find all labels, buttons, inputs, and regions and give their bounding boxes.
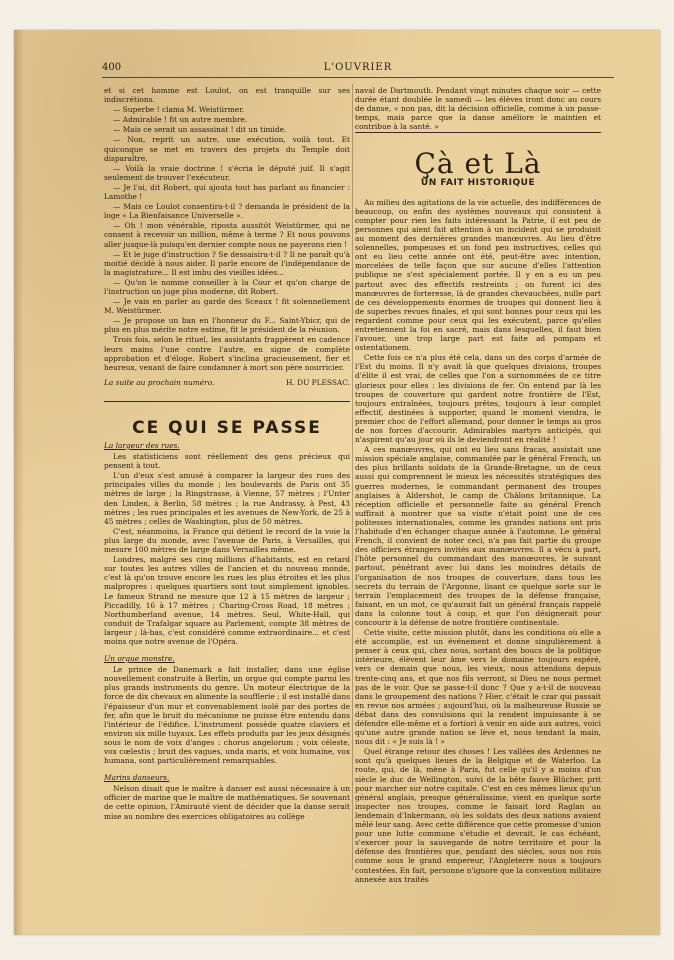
serial-paragraph: — Et le juge d'instruction ? Se dessaisira-t-il ? Il ne paraît qu'à moitié décidé à nous aider. Il parle encore de l'indépendance de la magistrature... Il est imbu des vieilles idées... [104, 249, 350, 277]
article-paragraph: Au milieu des agitations de la vie actuelle, des indifférences de beaucoup, ou enfin des systèmes nouveaux qui consistent à compter pour rien les faits intéressant la Patrie, il est peu de personnes qui aient fait attention à un incident qui se produisit au moment des dernières grandes manœuvres. Au lieu d'être solennelles, pompeuses et un fond peu instructives, celles qui ont eu lieu cette année ont été, peut-être avec intention, morcelées de telle façon que sur aucune d'elles l'attention publique ne s'est spécialement portée. Il y en a eu un peu partout avec des effectifs restreints ; on furent ici des manœuvres de forteresse, là de grandes chevauchées, nulle part de ces développements énormes de troupes qui donnent lieu à de superbes revues finales, et qui sont bonnes pour ceux qui les regardent comme pour ceux qui les exécutent, parce qu'elles entretiennent la foi en sacré, mais dans lesquelles, il faut bien l'avouer, une trop large part est faite ad pompam et ostentationem. [355, 197, 601, 353]
section-rule [104, 401, 350, 402]
journal-title: L'OUVRIER [323, 62, 393, 73]
article-paragraph: C'est, néanmoins, la France qui détient le record de la voie la plus large du monde, avec l'avenue de Paris, à Versailles, qui mesure 100 mètres de large dans Versailles même. [104, 526, 350, 555]
article-title: UN FAIT HISTORIQUE [420, 177, 536, 188]
article-paragraph: Cette visite, cette mission plutôt, dans les conditions où elle a été accomplie, est un événement et donne singulièrement à penser à ceux qui, chez nous, sortant des boucs de la politique intérieure, élèvent leur âme vers le domaine toujours espéré, vers ce demain que nous, les vieux, nous attendons depuis trente-cinq ans, et que nos fils verront, si Dieu ne nous permet pas de le voir. Que se passe-t-il donc ? Que y a-t-il de nouveau dans le groupement des nations ? Hier, c'était le czar qui passait en revue nos armées ; aujourd'hui, où la malheureuse Russie se débat dans des convulsions qui la rendent impuissante à se défendre elle-même et a fortiori à venir en aide aux autres, voici qu'une autre grande nation se lève et, nous tendant la main, nous dit : « Je suis là ! » [355, 628, 601, 747]
paper-edge-shadow [14, 30, 24, 935]
serial-footer [104, 378, 350, 387]
serial-paragraph: — Admirable ! fit un autre membre. [113, 115, 248, 125]
article-paragraph: Londres, malgré ses cinq millions d'habitants, est en retard sur toutes les autres villes de l'ancien et du nouveau monde, c'est là qu'on trouve encore les rues les plus étroites et les plus malpropres : quelques quartiers sont tout simplement ignobles. Le fameux Strand ne mesure que 12 à 15 mètres de largeur ; Piccadilly, 16 à 17 mètres ; Charing-Cross Road, 18 mètres ; Northumberland avenue, 14 mètres. Seul, White-Hall, qui conduit de Trafalgar square au Parlement, compte 38 mètres de largeur ; là-bas, c'est considéré comme extraordinaire... et c'est moins que notre avenue de l'Opéra. [104, 555, 350, 646]
article-paragraph: Nelson disait que le maître à danser est aussi nécessaire à un officier de marine que le maître de mathématiques. Se souvenant de cette opinion, l'Amirauté vient de décider que la danse serait mise au nombre des exercices obligatoires au collège [104, 784, 350, 821]
serial-paragraph: — Mais ce Loulot consentira-t-il ? demanda le président de la loge « La Bienfaisance Universelle ». [104, 202, 350, 221]
author-signature: H. DU PLESSAC. [286, 377, 350, 387]
header-rule [102, 77, 614, 78]
article-heading: La largeur des rues. [104, 441, 180, 450]
continued-paragraph: naval de Dartmouth. Pendant vingt minutes chaque soir — cette durée étant doublée le samedi — les élèves iront donc au cours de danse, « non pas, dit la décision officielle, comme à un passe-temps, mais parce que la danse améliore le maintien et contribue à la santé. » [355, 86, 601, 132]
serial-paragraph: et si cet homme est Loulot, on est tranquille sur ses indiscrétions. [104, 86, 350, 105]
article-paragraph: Les statisticiens sont réellement des gens précieux qui pensent à tout. [104, 452, 350, 471]
serial-paragraph: — Oh ! mon vénérable, riposta aussitôt Weistürmer, qui ne consent à recevoir un million, même à terme ? Et nous pouvons aller jusque-là puisqu'en dernier compte nous ne payerons rien ! [104, 221, 350, 249]
serial-paragraph: — Mais ce serait un assassinat ! dit un timide. [113, 125, 287, 135]
right-column [355, 86, 601, 885]
serial-paragraph: Trois fois, selon le rituel, les assistants frappèrent en cadence leurs mains l'une contre l'autre, en signe de complète approbation et d'éloge. Robert s'inclina gracieusement, fier et heureux, venant de faire condamner à mort son père nourricier. [104, 335, 350, 372]
page-header [102, 62, 614, 78]
column-divider [352, 84, 353, 870]
article-heading: Un orgue monstre. [104, 654, 175, 664]
article-paragraph: Le prince de Danemark a fait installer, dans une église nouvellement construite à Berlin, un orgue qui compte parmi les plus grands instruments du genre. Un moteur électrique de la force de dix chevaux en alimente la soufflerie ; il est installé dans l'épaisseur d'un mur et convenablement isolé par des portes de fer, afin que le bruit du mécanisme ne puisse être entendu dans l'intérieur de l'édifice. L'instrument possède quatre claviers et environ six mille tuyaux. Les effets produits par les jeux désignés sous le nom de voix d'anges : chorus angelorum ; voix céleste, vox cœlestis ; bruit des vagues, unda maris, et voix humaine, vox humana, sont particulièrement remarquables. [104, 665, 350, 766]
left-column [104, 86, 350, 822]
serial-paragraph: — Je vais en parler au garde des Sceaux ! fit solennellement M. Weistürmer. [104, 297, 350, 316]
section-title-block [355, 132, 601, 181]
article-heading: Marins danseurs. [104, 773, 170, 783]
page-number: 400 [102, 62, 122, 73]
serial-paragraph: — Non, reprit un autre, une exécution, voilà tout. Et quiconque se met en travers des projets du Temple doit disparaître. [104, 135, 350, 163]
serial-paragraph: — Qu'on le nomme conseiller à la Cour et qu'on charge de l'instruction un juge plus moderne, dit Robert. [104, 277, 350, 296]
article-paragraph: A ces manœuvres, qui ont eu lieu sans fracas, assistait une mission spéciale anglaise, commandée par le général French, un des plus brillants soldats de la Grande-Bretagne, un de ceux aussi qui comprennent le mieux les nécessités stratégiques des guerres modernes, le commandant permanent des troupes anglaises à Aldershot, le camp de Châlons britannique. La réception officielle et personnelle faite au général French suffirait à montrer que sa visite n'était point une de ces politesses internationales, comme les grandes nations ont pris l'habitude d'en échanger chaque année à l'automne. Le général French, il convient de noter ceci, n'a pas fait partie du groupe des officiers étrangers invités aux manœuvres. Il a vécu à part, l'hôte personnel du commandant des manœuvres, le suivant partout, pénétrant avec lui dans les moindres détails de l'organisation de nos troupes de couverture, dans tous les secrets du terrain de l'Argonne, lisant ce quelque sorte sur le terrain l'emplacement des troupes de la défense française, faisant, en un mot, ce qu'aurait fait un général français rappelé dans la colonne tout à coup, et que l'on désignerait pour concourir à la défense de notre frontière continentale. [355, 445, 601, 627]
serial-paragraph: — Je propose un ban en l'honneur du F... Saint-Ybicr, qui de plus en plus mérite notre estime, fit le président de la réunion. [104, 316, 350, 335]
serial-paragraph: — Je l'ai, dit Robert, qui ajouta tout bas parlant au financier : Lamothe ! [104, 182, 350, 202]
article-paragraph: Quel étrange retour des choses ! Les vallées des Ardennes ne sont qu'à quelques lieues de la Belgique et de Waterloo. La route, qui, de là, mène à Paris, fut celle qu'il y a moins d'un siècle le duc de Wellington, suivi de la bête fauve Blücher, prit pour marcher sur notre capitale. C'est en ces mêmes lieux qu'un général anglais, presque généralissime, vient en quelque sorte inspecter nos troupes, comme le faisait lord Raglan au lendemain d'Inkermann, où les soldats des deux nations avaient mêlé leur sang. Avec cette différence que cette promesse d'union pour une lutte commune s'étudie et devrait, le cas échéant, s'exercer pour la sauvegarde de notre territoire et pour la défense des frontières que, pendant des siècles, sous nos rois comme sous le grand empereur, l'Angleterre nous a toujours contestées. En fait, personne n'ignore que la convention militaire annexée aux traités [355, 747, 601, 884]
section-title: Çà et Là [414, 147, 542, 181]
article-paragraph: Cette fois ce n'a plus été cela, dans un des corps d'armée de l'Est du moins. Il n'y avait là que quelques divisions, troupes d'élite il est vrai, de celles que l'on a surnommées de ce titre glorieux pour elles : les divisions de fer. On entend par là les troupes de couverture qui gardent notre frontière de l'Est, toujours entraînées, toujours prêtes, toujours à leur complet effectif, destinées à supporter, quand le moment viendra, le premier choc de l'effort allemand, pour donner le temps au gros de nos forces d'accourir. Admirables martyrs anticipés, qui n'aspirent qu'au jour où ils le deviendront en réalité ! [355, 353, 601, 445]
article-paragraph: L'un d'eux s'est amusé à comparer la largeur des rues des principales villes du monde ; les boulevards de Paris ont 35 mètres de large ; la Ringstrasse, à Vienne, 57 mètres ; l'Unter den Linden, à Berlin, 58 mètres ; la rue Andrassy, à Pest, 43 mètres ; les rues principales et les avenues de New-York, de 25 à 45 mètres ; celles de Washington, plus de 50 mètres. [104, 471, 350, 526]
to-be-continued: La suite au prochain numéro. [104, 377, 215, 387]
serial-paragraph: — Superbe ! clama M. Weistürmer. [113, 105, 245, 115]
serial-paragraph: — Voilà la vraie doctrine ! s'écria le député juif. Il s'agit seulement de trouver l'exécuteur. [104, 163, 350, 182]
section-title: CE QUI SE PASSE [132, 417, 322, 438]
